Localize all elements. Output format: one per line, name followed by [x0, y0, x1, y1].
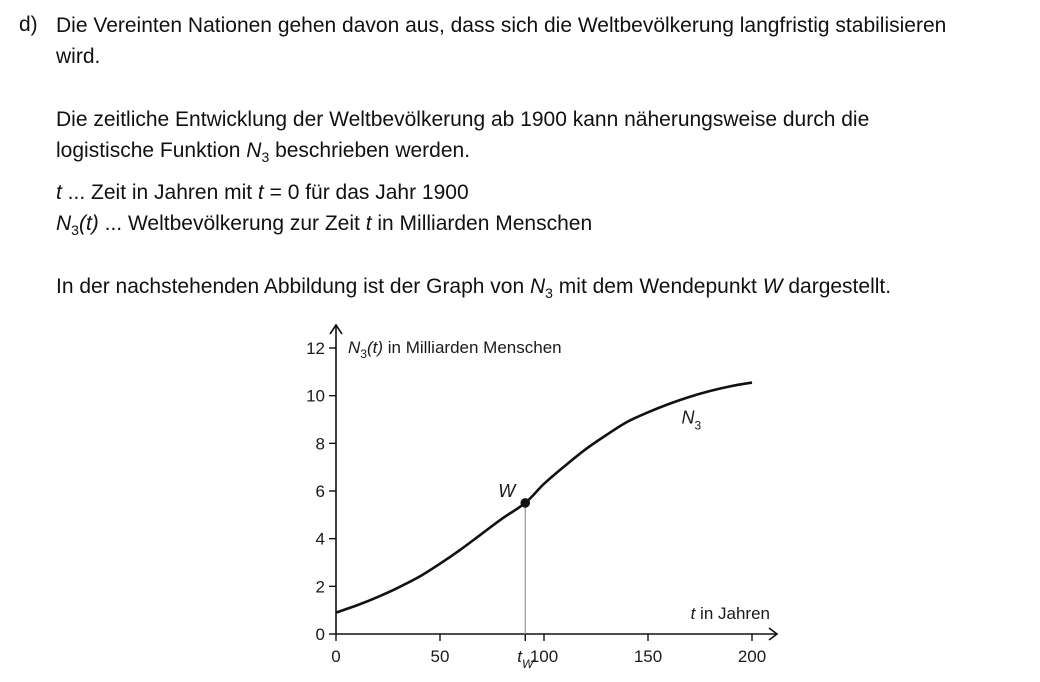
- inflection-point-w: [520, 498, 530, 508]
- chart-labels: [306, 338, 770, 671]
- chart-axes: [329, 325, 777, 641]
- x-tick-label: 0: [331, 647, 341, 666]
- inflection-x-label: $t_W$: [517, 647, 534, 671]
- figure-intro: In der nachstehenden Abbildung ist der Graph von $N_3$ mit dem Wendepunkt W dargestellt.: [56, 275, 892, 301]
- y-tick-label: 10: [306, 386, 325, 406]
- y-tick-label: 4: [315, 529, 325, 549]
- y-tick-label: 6: [315, 482, 325, 501]
- y-tick-label: 8: [315, 434, 325, 454]
- y-axis-label: $N_3(t)$ in Milliarden Menschen: [348, 338, 562, 361]
- y-tick-label: 2: [315, 577, 325, 597]
- intro-line-1: Die Vereinten Nationen gehen davon aus, dass sich die Weltbevölkerung langfristig stabilisieren: [56, 14, 947, 37]
- inflection-label: W: [498, 480, 516, 501]
- task-label: d): [19, 13, 38, 36]
- definition-n3: $N_3(t)$ ... Weltbevölkerung zur Zeit t in Milliarden Menschen: [56, 212, 593, 238]
- description-line-1: Die zeitliche Entwicklung der Weltbevölkerung ab 1900 kann näherungsweise durch die: [56, 108, 870, 131]
- x-tick-label: 150: [633, 647, 663, 666]
- intro-line-2: wird.: [56, 45, 101, 68]
- x-axis-label: t in Jahren: [690, 604, 770, 623]
- y-tick-label: 12: [306, 339, 325, 358]
- description-line-2: logistische Funktion $N_3$ beschrieben werden.: [56, 139, 471, 165]
- definition-t: t ... Zeit in Jahren mit t = 0 für das Jahr 1900: [56, 181, 469, 204]
- x-tick-label: 100: [529, 647, 559, 666]
- curve-label-n3: $N_3$: [681, 407, 702, 433]
- x-tick-label: 200: [737, 647, 767, 666]
- x-tick-label: 50: [430, 647, 450, 666]
- y-tick-label: 0: [315, 625, 325, 644]
